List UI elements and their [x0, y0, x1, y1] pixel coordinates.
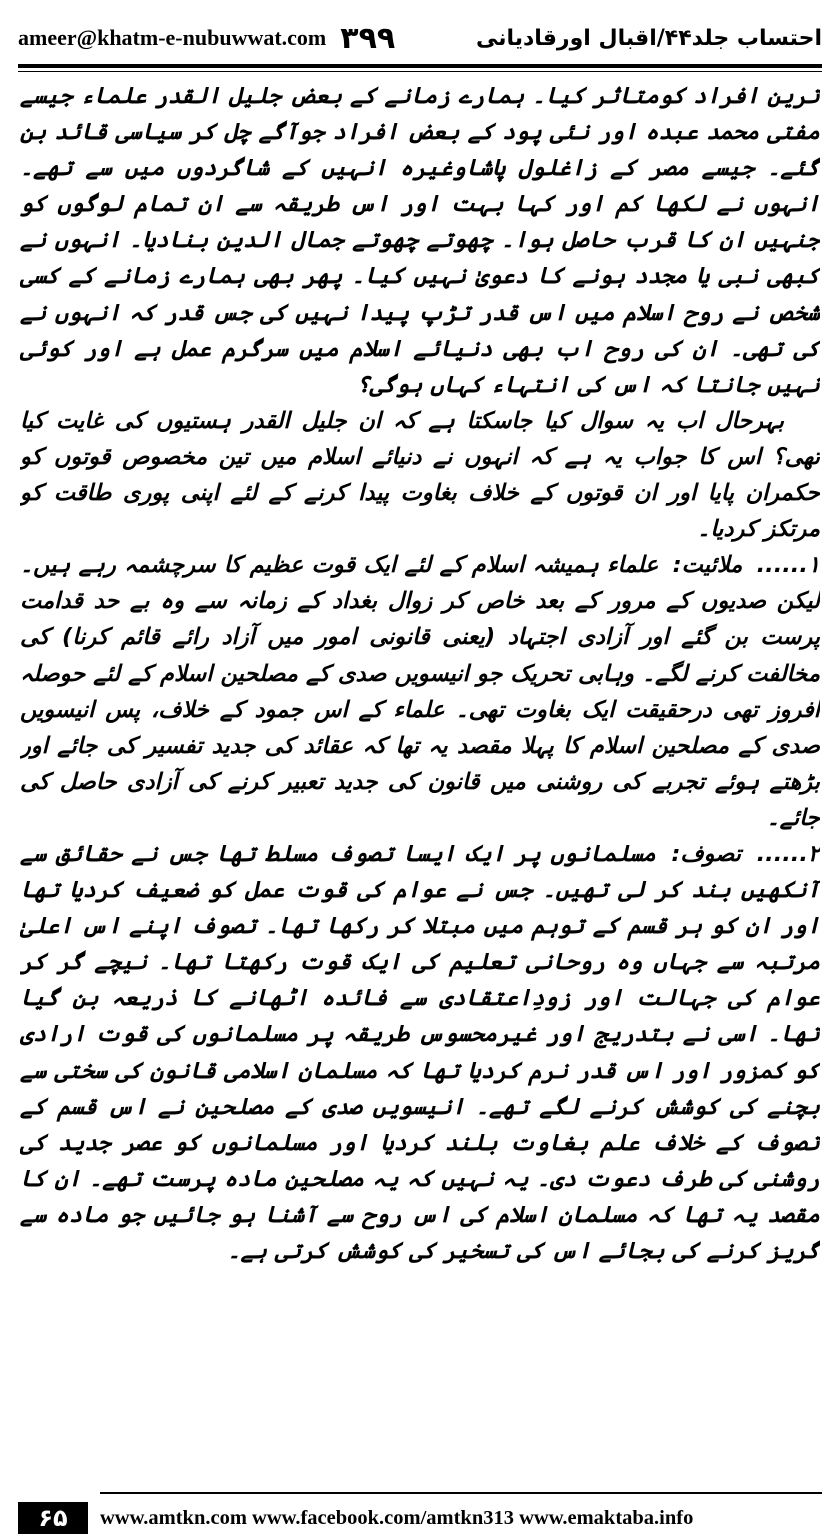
footer-rules	[100, 1492, 822, 1497]
header-rule-thick	[18, 64, 822, 68]
page-footer	[18, 1502, 822, 1534]
section-item	[20, 547, 820, 836]
footer-rule	[100, 1492, 822, 1494]
paragraph: ترین افراد کومتاثر کیا۔ ہمارے زمانے کے بعض جلیل القدر علماء جیسے مفتی محمد عبدہ اور نئی پود کے بعض افراد جوآگے چل کر سیاسی قائد بن گئے۔ جیسے مصر کے زاغلول پاشاوغیرہ انہیں کے شاگردوں میں سے تھے۔ انہوں نے لکھا کم اور کہا بہت اور اس طریقہ سے ان تمام لوگوں کو جنہیں ان کا قرب حاصل ہوا۔ چھوتے چھوتے جمال الدین بنادیا۔ انہوں نے کبھی نبی یا مجدد ہونے کا دعویٰ نہیں کیا۔ پھر بھی ہمارے زمانے کے کسی شخص نے روح اسلام میں اس قدر تڑپ پیدا نہیں کی جس قدر کہ انہوں نے کی تھی۔ ان کی روح اب بھی دنیائے اسلام میں سرگرم عمل ہے اور کوئی نہیں جانتا کہ اس کی انتہاء کہاں ہوگی؟	[20, 83, 820, 398]
section-text: علماء ہمیشہ اسلام کے لئے ایک قوت عظیم کا سرچشمہ رہے ہیں۔ لیکن صدیوں کے مرور کے بعد خاص کر زوال بغداد کے زمانہ سے وہ بے حد قدامت پرست بن گئے اور آزادی اجتہاد (یعنی قانونی امور میں آزاد رائے قائم کرنا) کی مخالفت کرنے لگے۔ وہابی تحریک جو انیسویں صدی کے مصلحین اسلام کے لئے حوصلہ افروز تھی درحقیقت ایک بغاوت تھی۔ علماء کے اس جمود کے خلاف، پس انیسویں صدی کے مصلحین اسلام کا پہلا مقصد یہ تھا کہ عقائد کی جدید تفسیر کی جائے اور بڑھتے ہوئے تجربے کی روشنی میں قانون کی جدید تعبیر کرنے کی آزادی حاصل کی جائے۔	[20, 552, 820, 831]
section-label: ملائیت:	[672, 552, 743, 579]
page-body	[20, 78, 820, 1468]
section-label: تصوف:	[671, 840, 742, 867]
header-email: ameer@khatm-e-nubuwwat.com	[18, 25, 327, 50]
section-text: مسلمانوں پر ایک ایسا تصوف مسلط تھا جس نے حقائق سے آنکھیں بند کر لی تھیں۔ جس نے عوام کی قوت عمل کو ضعیف کردیا تھا اور ان کو ہر قسم کے توہم میں مبتلا کر رکھا تھا۔ تصوف اپنے اس اعلیٰ مرتبہ سے جہاں وہ روحانی تعلیم کی ایک قوت رکھتا تھا۔ نیچے گر کر عوام کی جہالت اور زودِاعتقادی سے فائدہ اٹھانے کا ذریعہ بن گیا تھا۔ اسی نے بتدریج اور غیرمحسوس طریقہ پر مسلمانوں کی قوت ارادی کو کمزور اور اس قدر نرم کردیا تھا کہ مسلمان اسلامی قانون کی سختی سے بچنے کی کوشش کرنے لگے تھے۔ انیسویں صدی کے مصلحین نے اس قسم کے تصوف کے خلاف علم بغاوت بلند کردیا اور مسلمانوں کو عصر جدید کی روشنی کی طرف دعوت دی۔ یہ نہیں کہ یہ مصلحین مادہ پرست تھے۔ ان کا مقصد یہ تھا کہ مسلمان اسلام کی اس روح سے آشنا ہو جائیں جو مادہ سے گریز کرنے کی بجائے اس کی تسخیر کی کوشش کرتی ہے۔	[20, 840, 820, 1264]
paragraph: بہرحال اب یہ سوال کیا جاسکتا ہے کہ ان جلیل القدر ہستیوں کی غایت کیا تھی؟ اس کا جواب یہ ہے کہ انہوں نے دنیائے اسلام میں تین مخصوص قوتوں کو حکمران پایا اور ان قوتوں کے خلاف بغاوت پیدا کرنے کے لئے اپنی پوری طاقت کو مرتکز کردیا۔	[20, 407, 820, 543]
footer-links[interactable]: www.amtkn.com www.facebook.com/amtkn313 www.emaktaba.info	[100, 1506, 694, 1529]
section-item	[20, 836, 820, 1269]
header-rule-thin	[18, 71, 822, 72]
header-page-number: ۳۹۹	[340, 20, 396, 56]
header-book-title: احتساب جلد۴۴/اقبال اورقادیانی	[475, 25, 822, 51]
section-number: ۲......	[756, 840, 820, 867]
header-left	[18, 21, 395, 56]
section-number: ۱......	[756, 552, 820, 579]
page-header	[18, 14, 822, 62]
footer-page-number: ۶۵	[18, 1502, 88, 1534]
